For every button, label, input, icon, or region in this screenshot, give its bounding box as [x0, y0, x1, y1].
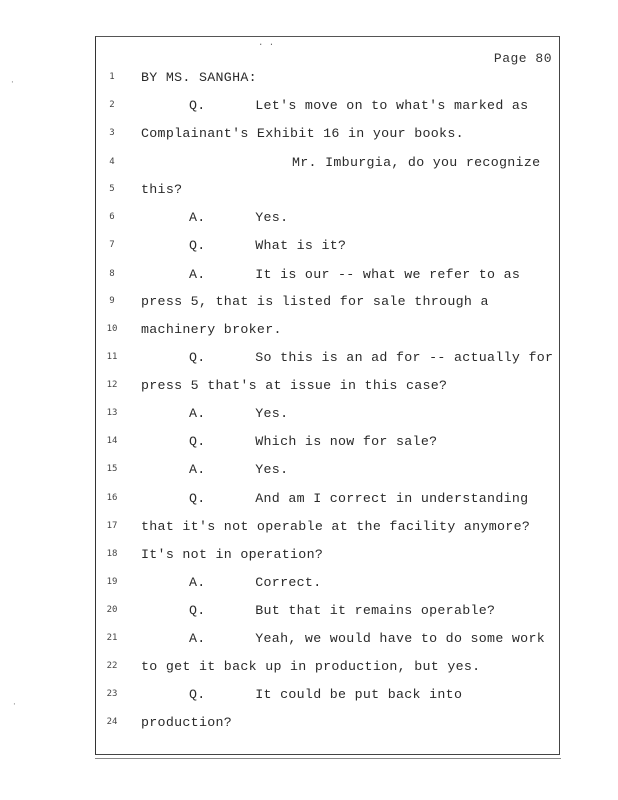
transcript-line: that it's not operable at the facility anymore? — [141, 519, 531, 534]
transcript-line: Mr. Imburgia, do you recognize — [292, 155, 541, 170]
page-number: Page 80 — [493, 51, 552, 66]
line-number: 16 — [106, 493, 118, 503]
transcript-line: Q. But that it remains operable? — [189, 603, 496, 618]
transcript-line: press 5, that is listed for sale through a — [141, 294, 489, 309]
line-number: 14 — [106, 436, 118, 446]
line-number: 10 — [106, 324, 118, 334]
transcript-line: It's not in operation? — [141, 547, 324, 562]
line-number: 5 — [109, 184, 115, 194]
line-number: 24 — [106, 717, 118, 727]
line-number: 15 — [106, 464, 118, 474]
transcript-line: Q. So this is an ad for -- actually for — [189, 350, 554, 365]
transcript-line: A. It is our -- what we refer to as — [189, 267, 521, 282]
line-number: 12 — [106, 380, 118, 390]
line-number: 11 — [106, 352, 118, 362]
transcript-line: Q. It could be put back into — [189, 687, 463, 702]
line-number: 1 — [109, 72, 115, 82]
line-number: 19 — [106, 577, 118, 587]
transcript-page-frame — [95, 36, 560, 755]
line-number: 4 — [109, 157, 115, 167]
transcript-line: Q. Let's move on to what's marked as — [189, 98, 529, 113]
transcript-line: to get it back up in production, but yes. — [141, 659, 481, 674]
line-number: 21 — [106, 633, 118, 643]
line-number: 17 — [106, 521, 118, 531]
transcript-line: A. Yes. — [189, 210, 289, 225]
transcript-line: Complainant's Exhibit 16 in your books. — [141, 126, 464, 141]
transcript-line: BY MS. SANGHA: — [141, 70, 257, 85]
transcript-line: A. Correct. — [189, 575, 322, 590]
transcript-line: machinery broker. — [141, 322, 282, 337]
line-number: 18 — [106, 549, 118, 559]
top-mark: · · — [258, 40, 275, 50]
line-number: 8 — [109, 269, 115, 279]
transcript-line: A. Yes. — [189, 462, 289, 477]
line-number: 13 — [106, 408, 118, 418]
line-number: 6 — [109, 212, 115, 222]
transcript-line: A. Yes. — [189, 406, 289, 421]
transcript-line: Q. And am I correct in understanding — [189, 491, 529, 506]
transcript-line: Q. What is it? — [189, 238, 347, 253]
bottom-rule — [95, 758, 561, 759]
margin-speck: · — [12, 700, 17, 709]
transcript-line: press 5 that's at issue in this case? — [141, 378, 448, 393]
line-number: 7 — [109, 240, 115, 250]
line-number: 9 — [109, 296, 115, 306]
line-number: 22 — [106, 661, 118, 671]
line-number: 2 — [109, 100, 115, 110]
transcript-line: Q. Which is now for sale? — [189, 434, 438, 449]
margin-speck: · — [10, 78, 15, 87]
transcript-line: production? — [141, 715, 233, 730]
transcript-line: this? — [141, 182, 183, 197]
transcript-line: A. Yeah, we would have to do some work — [189, 631, 546, 646]
line-number: 20 — [106, 605, 118, 615]
line-number: 3 — [109, 128, 115, 138]
line-number: 23 — [106, 689, 118, 699]
